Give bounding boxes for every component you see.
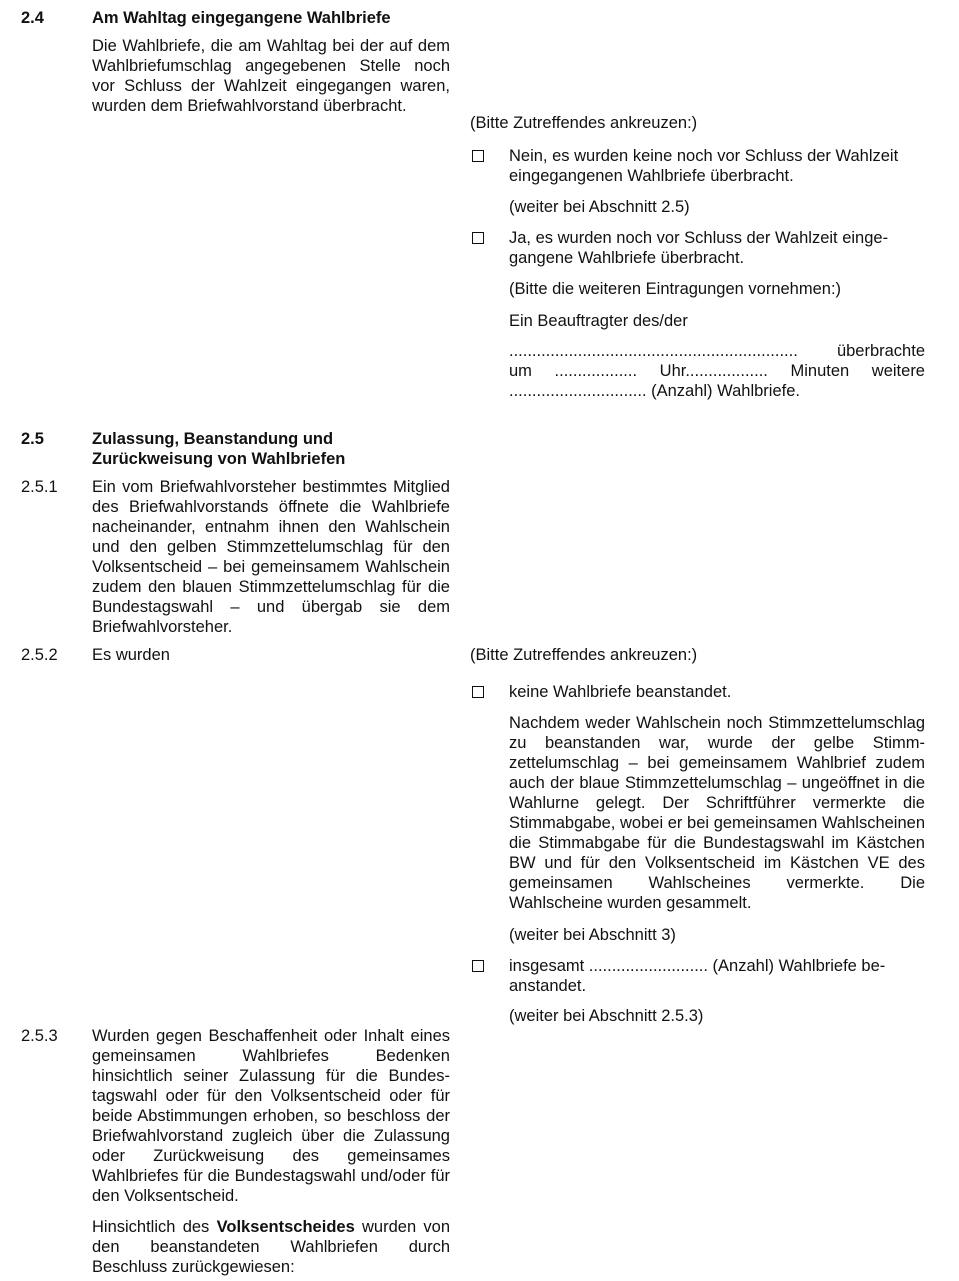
fill-word-minuten: Minuten bbox=[790, 362, 850, 380]
section-2-5-3-p2-bold: Volksentscheides bbox=[216, 1218, 355, 1236]
section-2-4-title: Am Wahltag eingegangene Wahlbriefe bbox=[92, 9, 391, 27]
option-2-4-ja-text: Ja, es wurden noch vor Schluss der Wahlzeit eingegangene Wahlbriefe überbracht. bbox=[509, 229, 889, 267]
fill-word-um: um bbox=[509, 362, 532, 380]
option-2-5-2-keine-detail: Nachdem weder Wahlschein noch Stimmzettelumschlag zu beanstanden war, wurde der gelbe Stimmzettelumschlag – bei gemeinsamem Wahlbrief zudem auch der blaue Stimmzettelumschlag – ungeöffnet in die Wahlurne gelegt. Der Schriftführer vermerkte die Stimmabgabe, wobei er bei gemeinsamen Wahlscheinen die Stimmabgabe für die Bundestagswahl im Kästchen BW und für den Volksentscheid im Kästchen VE des gemeinsamen Wahlscheines vermerkte. Die Wahlscheine wurden gesammelt. bbox=[509, 714, 925, 912]
section-2-5-3-number: 2.5.3 bbox=[21, 1027, 58, 1045]
fill-line-count: .............................. (Anzahl) Wahlbriefe. bbox=[509, 382, 800, 400]
section-2-5-1-body: Ein vom Briefwahlvorsteher bestimmtes Mitglied des Briefwahlvorstands öffnete die Wahlbriefe nacheinander, entnahm ihnen den Wahlschein und den gelben Stimmzettelumschlag für den Volksentscheid – bei gemeinsamem Wahlschein zudem den blauen Stimmzettelumschlag für die Bundestagswahl – und übergab sie dem Briefwahlvorsteher. bbox=[92, 478, 450, 636]
section-2-5-title-line1: Zulassung, Beanstandung und bbox=[92, 430, 334, 448]
checkbox-2-4-ja[interactable] bbox=[472, 232, 484, 244]
fill-word-weitere: weitere bbox=[871, 362, 925, 380]
section-2-4-hint: (Bitte Zutreffendes ankreuzen:) bbox=[470, 114, 698, 132]
section-2-5-2-body: Es wurden bbox=[92, 646, 170, 664]
fill-word-uhr[interactable]: Uhr.................. bbox=[659, 362, 768, 380]
fill-line-agent bbox=[509, 341, 925, 361]
checkbox-2-5-2-keine[interactable] bbox=[472, 686, 484, 698]
section-2-5-number: 2.5 bbox=[21, 430, 44, 448]
section-2-5-2-hint: (Bitte Zutreffendes ankreuzen:) bbox=[470, 646, 698, 664]
option-2-5-2-keine-next: (weiter bei Abschnitt 3) bbox=[509, 926, 676, 944]
option-2-4-ja-hint: (Bitte die weiteren Eintragungen vornehmen:) bbox=[509, 280, 842, 298]
section-2-5-2-number: 2.5.2 bbox=[21, 646, 58, 664]
section-2-5-3-p2-pre: Hinsichtlich des bbox=[92, 1218, 217, 1236]
option-2-4-nein-next: (weiter bei Abschnitt 2.5) bbox=[509, 198, 690, 216]
option-2-5-2-keine-text: keine Wahlbriefe beanstandet. bbox=[509, 683, 732, 701]
fill-line-time bbox=[509, 361, 925, 381]
section-2-5-3-body: Wurden gegen Beschaffenheit oder Inhalt eines gemeinsamen Wahlbriefes Bedenken hinsichtlich seiner Zulassung für die Bundestagswahl oder für den Volksentscheid oder für beide Abstimmungen erhoben, so beschloss der Briefwahlvorstand zugleich über die Zulassung oder Zurückweisung des gemeinsames Wahlbriefes für die Bundestagswahl und/oder für den Volksentscheid. bbox=[92, 1027, 450, 1205]
section-2-5-title-line2: Zurückweisung von Wahlbriefen bbox=[92, 450, 346, 468]
option-2-4-nein-text: Nein, es wurden keine noch vor Schluss der Wahlzeit eingegangenen Wahlbriefe überbracht. bbox=[509, 147, 899, 185]
option-2-4-ja-agent-label: Ein Beauftragter des/der bbox=[509, 312, 688, 330]
section-2-5-3-p2-post: wurden von den beanstandeten Wahlbriefen durch Beschluss zurückgewiesen: bbox=[92, 1218, 450, 1276]
fill-word-ueberbrachte: überbrachte bbox=[836, 342, 925, 360]
option-2-5-2-beanstandet-text: insgesamt .......................... (Anzahl) Wahlbriefe beanstandet. bbox=[509, 957, 886, 995]
section-2-4-number: 2.4 bbox=[21, 9, 44, 27]
section-2-5-1-number: 2.5.1 bbox=[21, 478, 58, 496]
fill-dots-agent[interactable]: ............................................................... bbox=[509, 342, 798, 360]
checkbox-2-5-2-beanstandet[interactable] bbox=[472, 960, 484, 972]
option-2-5-2-beanstandet-next: (weiter bei Abschnitt 2.5.3) bbox=[509, 1007, 704, 1025]
section-2-4-body: Die Wahlbriefe, die am Wahltag bei der auf dem Wahlbriefumschlag angegebenen Stelle noch vor Schluss der Wahlzeit eingegangen waren, wurden dem Briefwahlvorstand überbracht. bbox=[92, 37, 450, 115]
checkbox-2-4-nein[interactable] bbox=[472, 150, 484, 162]
section-2-5-3-paragraph2 bbox=[92, 1217, 450, 1277]
fill-dots-hour[interactable]: .................. bbox=[554, 362, 638, 380]
